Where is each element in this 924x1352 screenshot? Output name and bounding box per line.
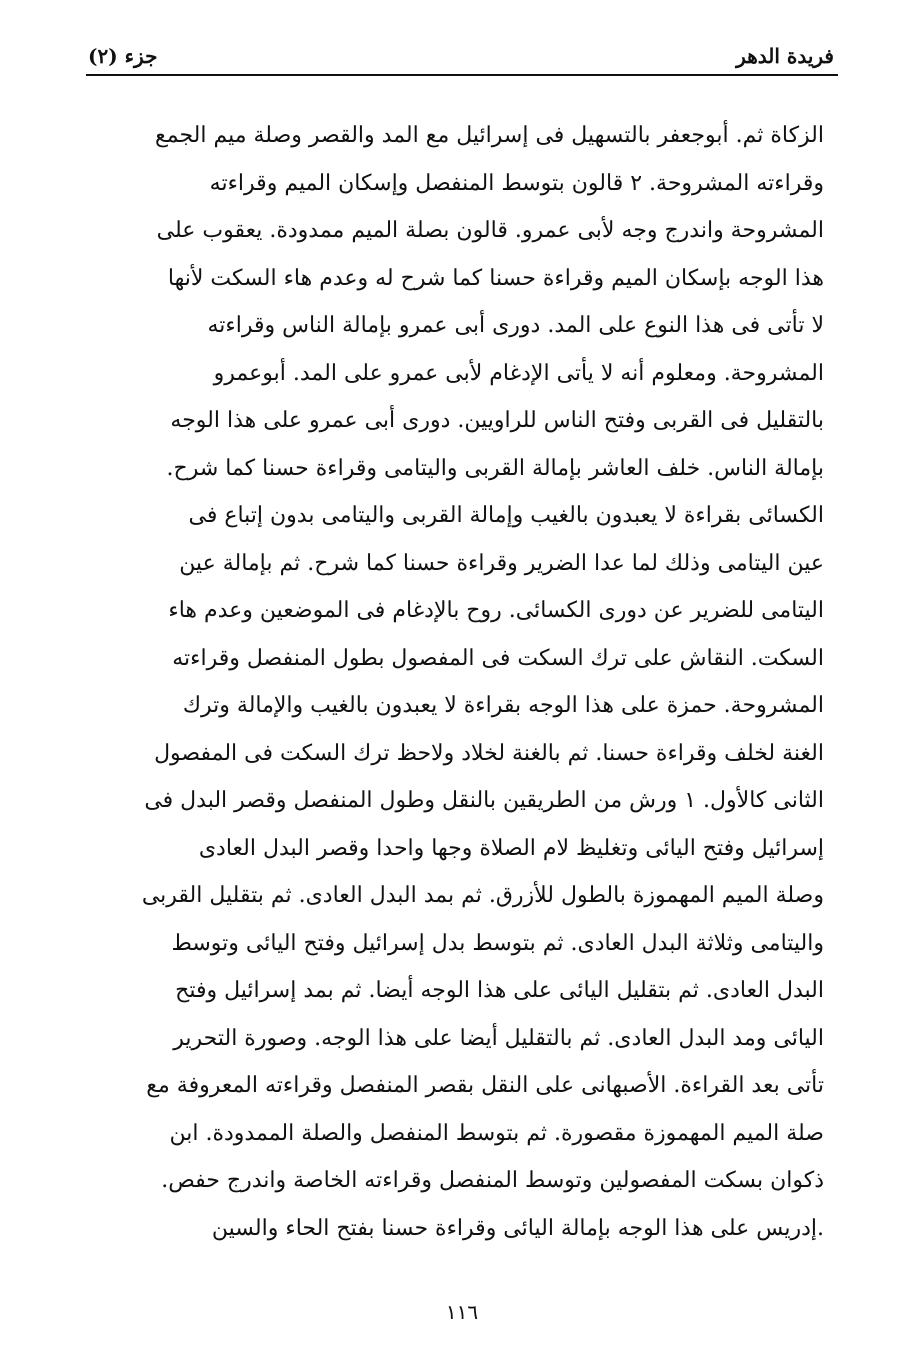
text-line: السكت. النقاش على ترك السكت فى المفصول بطول المنفصل وقراءته — [172, 645, 824, 671]
text-line: تأتى بعد القراءة. الأصبهانى على النقل بقصر المنفصل وقراءته المعروفة مع — [146, 1073, 824, 1098]
text-line: .إدريس على هذا الوجه بإمالة اليائى وقراءة حسنا بفتح الحاء والسين — [211, 1215, 824, 1241]
text-line: إسرائيل وفتح اليائى وتغليظ لام الصلاة وجها واحدا وقصر البدل العادى — [198, 835, 824, 861]
text-line: بإمالة الناس. خلف العاشر بإمالة القربى واليتامى وقراءة حسنا كما شرح. — [166, 455, 824, 481]
running-header — [88, 38, 834, 68]
text-line: المشروحة واندرج وجه لأبى عمرو. قالون بصلة الميم ممدودة. يعقوب على — [156, 218, 824, 243]
header-rule — [86, 74, 838, 76]
text-line: المشروحة. ومعلوم أنه لا يأتى الإدغام لأبى عمرو على المد. أبوعمرو — [213, 360, 824, 386]
text-line: الثانى كالأول. ١ ورش من الطريقين بالنقل وطول المنفصل وقصر البدل فى — [144, 788, 824, 813]
text-line: الكسائى بقراءة لا يعبدون بالغيب وإمالة القربى واليتامى بدون إتباع فى — [188, 503, 824, 528]
book-title: فريدة الدهر — [736, 44, 834, 68]
body-text — [96, 112, 824, 1252]
text-line: اليتامى للضرير عن دورى الكسائى. روح بالإدغام فى الموضعين وعدم هاء — [168, 598, 824, 623]
text-line: هذا الوجه بإسكان الميم وقراءة حسنا كما شرح له وعدم هاء السكت لأنها — [167, 265, 824, 291]
text-line: البدل العادى. ثم بتقليل اليائى على هذا الوجه أيضا. ثم بمد إسرائيل وفتح — [175, 978, 824, 1003]
text-line: صلة الميم المهموزة مقصورة. ثم بتوسط المنفصل والصلة الممدودة. ابن — [169, 1120, 824, 1146]
text-line: وصلة الميم المهموزة بالطول للأزرق. ثم بمد البدل العادى. ثم بتقليل القربى — [141, 883, 824, 908]
page-number: ١١٦ — [445, 1300, 479, 1324]
text-line: بالتقليل فى القربى وفتح الناس للراويين. دورى أبى عمرو على هذا الوجه — [170, 408, 824, 433]
text-line: لا تأتى فى هذا النوع على المد. دورى أبى عمرو بإمالة الناس وقراءته — [207, 313, 824, 338]
text-line: الغنة لخلف وقراءة حسنا. ثم بالغنة لخلاد ولاحظ ترك السكت فى المفصول — [154, 740, 824, 766]
text-line: الزكاة ثم. أبوجعفر بالتسهيل فى إسرائيل مع المد والقصر وصلة ميم الجمع — [155, 123, 824, 148]
text-line: وقراءته المشروحة. ٢ قالون بتوسط المنفصل وإسكان الميم وقراءته — [209, 170, 824, 196]
text-line: اليائى ومد البدل العادى. ثم بالتقليل أيضا على هذا الوجه. وصورة التحرير — [173, 1025, 824, 1051]
text-line: عين اليتامى وذلك لما عدا الضرير وقراءة حسنا كما شرح. ثم بإمالة عين — [179, 550, 824, 576]
text-line: ذكوان بسكت المفصولين وتوسط المنفصل وقراءته الخاصة واندرج حفص. — [161, 1168, 824, 1193]
text-line: واليتامى وثلاثة البدل العادى. ثم بتوسط بدل إسرائيل وفتح اليائى وتوسط — [171, 930, 824, 956]
part-label: جزء (٢) — [88, 44, 158, 68]
text-line: المشروحة. حمزة على هذا الوجه بقراءة لا يعبدون بالغيب والإمالة وترك — [182, 693, 824, 718]
